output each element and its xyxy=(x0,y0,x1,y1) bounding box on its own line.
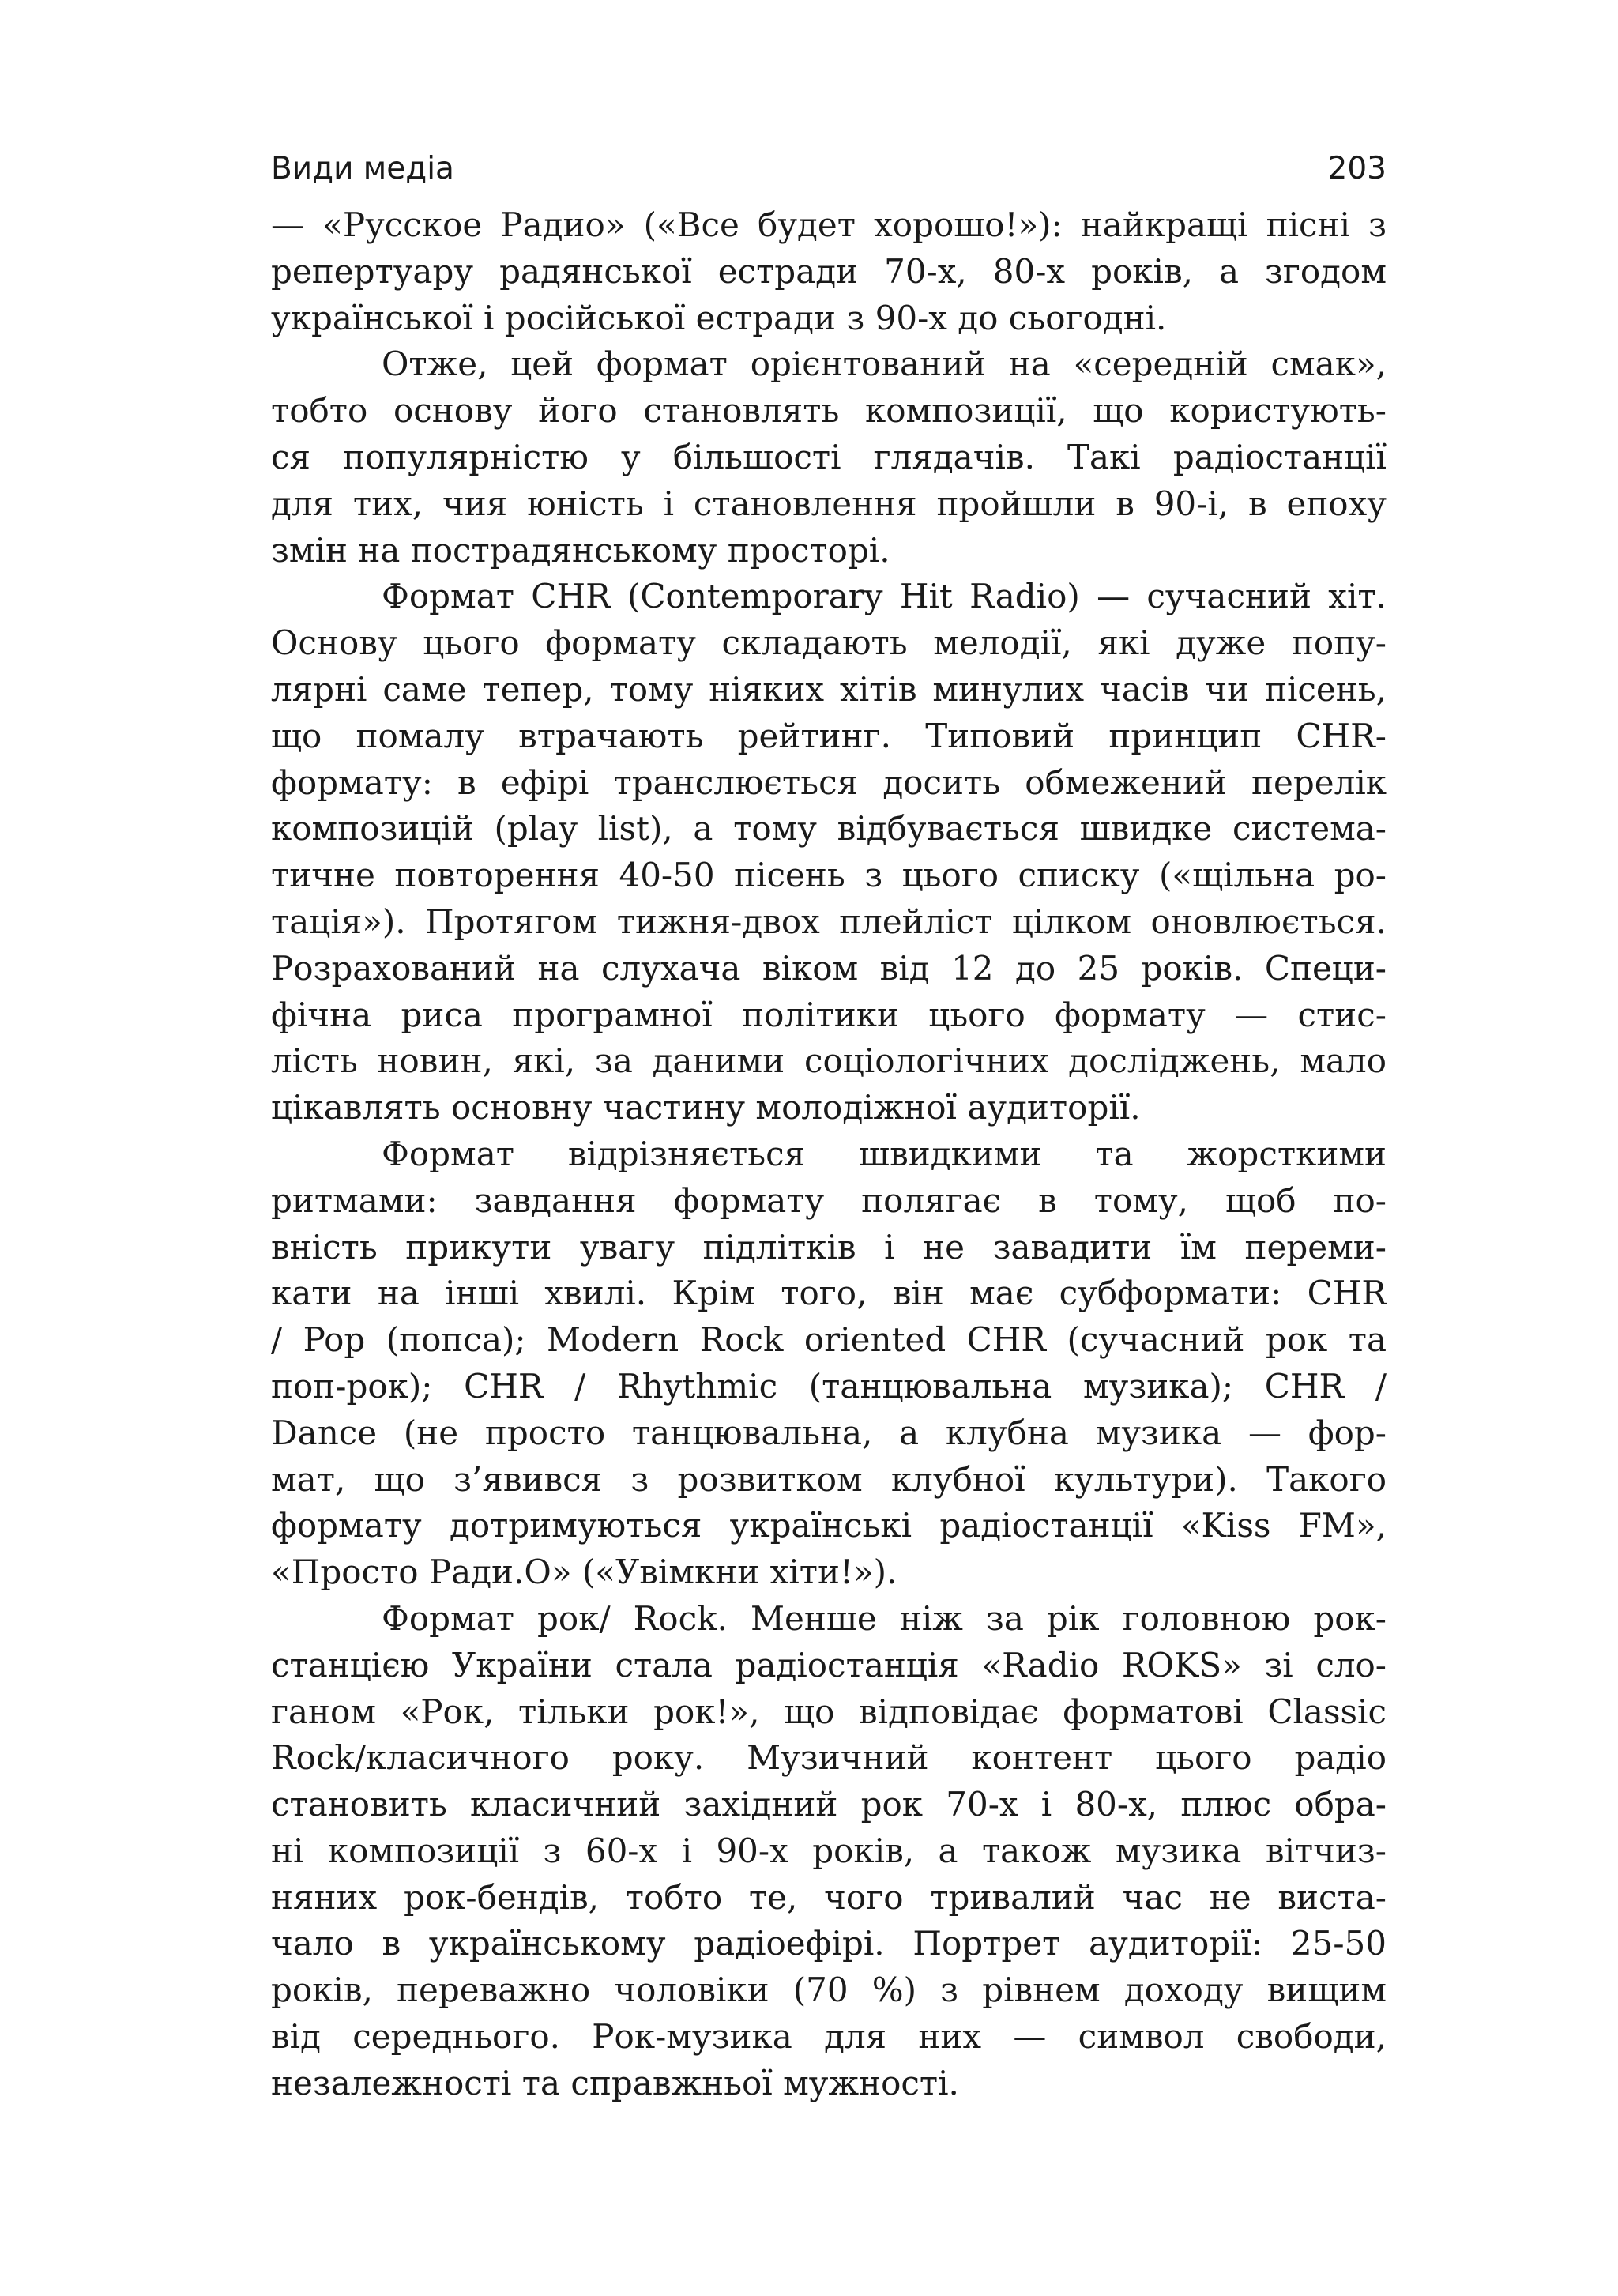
text-line: Основу цього формату складають мелодії, які дуже попу- xyxy=(271,623,1387,663)
text-line: для тих, чия юність і становлення пройшли в 90-і, в епоху xyxy=(271,484,1387,523)
text-line: від середнього. Рок-музика для них — символ свободи, xyxy=(271,2017,1387,2057)
text-line: ритмами: завдання формату полягає в тому, щоб по- xyxy=(271,1180,1387,1220)
text-line: репертуару радянської естради 70-х, 80-х років, а згодом xyxy=(271,251,1387,291)
text-line: лярні саме тепер, тому ніяких хітів минулих часів чи пісень, xyxy=(271,669,1387,709)
body-text xyxy=(271,202,1387,2107)
text-line: Формат відрізняється швидкими та жорсткими xyxy=(382,1134,1387,1173)
text-line: формату дотримуються українські радіостанції «Kiss FM», xyxy=(271,1506,1387,1545)
page-number: 203 xyxy=(1327,151,1387,186)
text-line: станцією України стала радіостанція «Radio ROKS» зі сло- xyxy=(271,1645,1387,1684)
text-line: Формат CHR (Contemporary Hit Radio) — сучасний хіт. xyxy=(382,577,1387,616)
text-line: тація»). Протягом тижня-двох плейліст цілком оновлюється. xyxy=(271,901,1387,941)
text-line: няних рок-бендів, тобто те, чого тривалий час не виста- xyxy=(271,1877,1387,1917)
text-line: тобто основу його становлять композиції, що користують- xyxy=(271,391,1387,431)
text-line: цікавлять основну частину молодіжної аудиторії. xyxy=(271,1088,1141,1127)
text-line: ганом «Рок, тільки рок!», що відповідає форматові Classic xyxy=(271,1692,1387,1731)
text-line: чало в українському радіоефірі. Портрет аудиторії: 25-50 xyxy=(271,1924,1387,1963)
text-line: «Просто Ради.О» («Увімкни хіти!»). xyxy=(271,1553,897,1592)
text-line: Отже, цей формат орієнтований на «середній смак», xyxy=(382,344,1387,384)
text-line: української і російської естради з 90-х до сьогодні. xyxy=(271,298,1167,337)
text-line: років, переважно чоловіки (70 %) з рівнем доходу вищим xyxy=(271,1970,1387,2010)
text-line: фічна риса програмної політики цього формату — стис- xyxy=(271,995,1387,1034)
running-head xyxy=(271,147,1387,191)
text-line: мат, що з’явився з розвитком клубної культури). Такого xyxy=(271,1459,1387,1499)
text-line: ні композиції з 60-х і 90-х років, а також музика вітчиз- xyxy=(271,1831,1387,1870)
text-line: що помалу втрачають рейтинг. Типовий принцип CHR- xyxy=(271,716,1387,755)
text-line: поп-рок); CHR / Rhythmic (танцювальна музика); CHR / xyxy=(271,1366,1387,1406)
text-line: лість новин, які, за даними соціологічних досліджень, мало xyxy=(271,1041,1387,1081)
text-line: Rock/класичного року. Музичний контент цього радіо xyxy=(271,1738,1387,1778)
text-line: змін на пострадянському просторі. xyxy=(271,530,890,570)
text-line: / Pop (попса); Modern Rock oriented CHR (сучасний рок та xyxy=(271,1320,1387,1360)
text-line: незалежності та справжньої мужності. xyxy=(271,2063,959,2102)
section-title: Види медіа xyxy=(271,151,454,186)
text-line: Формат рок/ Rock. Менше ніж за рік головною рок- xyxy=(382,1598,1387,1638)
text-line: Dance (не просто танцювальна, а клубна музика — фор- xyxy=(271,1413,1387,1452)
text-line: кати на інші хвилі. Крім того, він має субформати: CHR xyxy=(271,1274,1387,1313)
text-line: вність прикути увагу підлітків і не завадити їм переми- xyxy=(271,1227,1387,1267)
text-line: формату: в ефірі транслюється досить обмежений перелік xyxy=(271,762,1387,802)
text-line: ся популярністю у більшості глядачів. Такі радіостанції xyxy=(271,437,1387,476)
text-line: композицій (play list), а тому відбувається швидке система- xyxy=(271,809,1387,849)
text-line: становить класичний західний рок 70-х і 80-х, плюс обра- xyxy=(271,1785,1387,1824)
text-line: тичне повторення 40-50 пісень з цього списку («щільна ро- xyxy=(271,856,1387,895)
text-line: — «Русское Радио» («Все будет хорошо!»): найкращі пісні з xyxy=(271,205,1387,244)
text-line: Розрахований на слухача віком від 12 до 25 років. Специ- xyxy=(271,948,1387,988)
